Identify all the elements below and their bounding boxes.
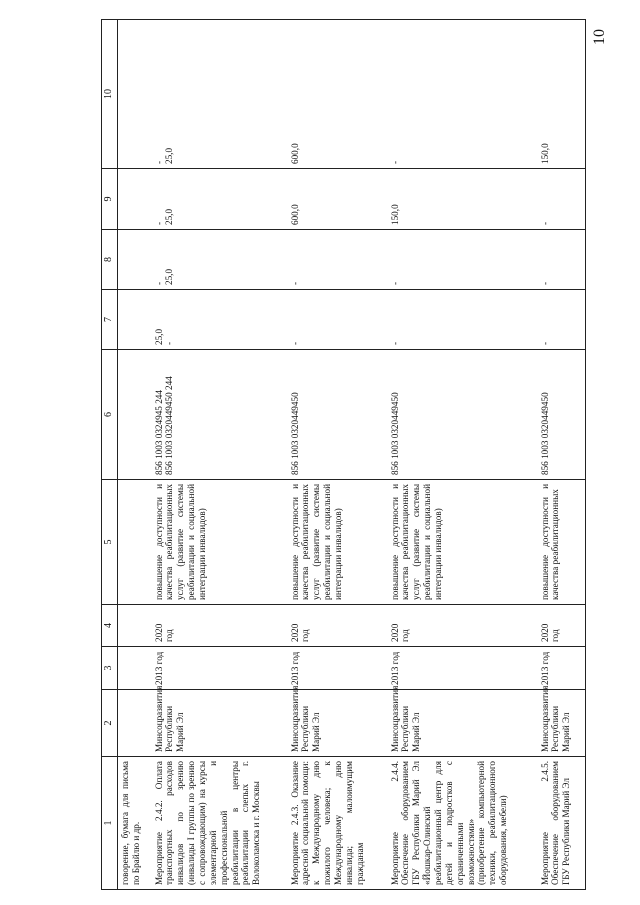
value-cell xyxy=(288,230,388,290)
executor-cell: Минсоцразвития Республики Марий Эл xyxy=(152,690,288,757)
budget-code-cell xyxy=(288,350,388,480)
executor-cell: Минсоцразвития Республики Марий Эл xyxy=(288,690,388,757)
value-cell xyxy=(152,20,288,169)
budget-code: 856 1003 0320449450 xyxy=(539,392,550,475)
measure-cell: Мероприятие 2.4.4. Обеспечение оборудованием ГБУ Республики Марий Эл «Йошкар-Олинский реабилитационный центр для детей и подростков с ограниченными возможностями» (приобретение компьютерной техники, реабилитационного оборудования, мебели) xyxy=(388,757,538,890)
start-year-cell: 2013 год xyxy=(152,647,288,690)
value-cell xyxy=(388,230,538,290)
budget-code-cell xyxy=(152,350,288,480)
table-row xyxy=(388,20,538,890)
value: 600,0 xyxy=(289,143,300,164)
value: - xyxy=(539,281,550,285)
column-header: 10 xyxy=(102,20,118,169)
value: - xyxy=(389,160,400,164)
value-cell xyxy=(118,20,152,169)
page-number: 10 xyxy=(591,29,608,45)
value-cell xyxy=(118,290,152,350)
executor-cell: Минсоцразвития Республики Марий Эл xyxy=(538,690,586,757)
budget-code-cell xyxy=(118,350,152,480)
budget-code: 856 1003 0320449450 xyxy=(289,392,300,475)
end-year-cell: 2020 год xyxy=(288,605,388,647)
table-row xyxy=(288,20,388,890)
rotated-table-container xyxy=(101,20,621,890)
value: 25,0 xyxy=(164,208,175,225)
budget-code-cell xyxy=(538,350,586,480)
budget-code: 856 1003 0324945 244 xyxy=(153,390,164,475)
value: 150,0 xyxy=(539,143,550,164)
result-cell xyxy=(118,480,152,605)
budget-code: 856 1003 0320449450 xyxy=(389,392,400,475)
result-cell: повышение доступности и качества реабилитационных xyxy=(538,480,586,605)
value-cell xyxy=(538,290,586,350)
column-header: 6 xyxy=(102,350,118,480)
value-cell xyxy=(388,169,538,230)
value-cell xyxy=(288,169,388,230)
result-cell: повышение доступности и качества реабилитационных услуг (развитие системы реабилитации и социальной интеграции инвалидов) xyxy=(388,480,538,605)
value-cell xyxy=(288,290,388,350)
measure-cell: Мероприятие 2.4.3. Оказание адресной социальной помощи: к Международному дню пожилого человека; к Международному дню инвалида; малоимущим гражданам xyxy=(288,757,388,890)
result-cell: повышение доступности и качества реабилитационных услуг (развитие системы реабилитации и социальной интеграции инвалидов) xyxy=(288,480,388,605)
column-header: 2 xyxy=(102,690,118,757)
value-cell xyxy=(152,230,288,290)
value: - xyxy=(153,221,164,225)
program-table xyxy=(101,19,586,890)
value: - xyxy=(289,341,300,345)
value: - xyxy=(164,341,175,345)
value: - xyxy=(389,341,400,345)
column-header: 5 xyxy=(102,480,118,605)
end-year-cell xyxy=(118,605,152,647)
value-cell xyxy=(152,290,288,350)
value-cell xyxy=(538,20,586,169)
header-row xyxy=(102,20,118,890)
value-cell xyxy=(288,20,388,169)
value: - xyxy=(539,341,550,345)
column-header: 7 xyxy=(102,290,118,350)
start-year-cell: 2013 год xyxy=(288,647,388,690)
table-row xyxy=(152,20,288,890)
column-header: 1 xyxy=(102,757,118,890)
result-cell: повышение доступности и качества реабилитационных услуг (развитие системы реабилитации и социальной интеграции инвалидов) xyxy=(152,480,288,605)
column-header: 4 xyxy=(102,605,118,647)
value-cell xyxy=(388,290,538,350)
table-row xyxy=(118,20,152,890)
value-cell xyxy=(538,169,586,230)
measure-cell: говорение, бумага для письма по Брайлю и др. xyxy=(118,757,152,890)
value-cell xyxy=(118,169,152,230)
value-cell xyxy=(152,169,288,230)
executor-cell xyxy=(118,690,152,757)
value: - xyxy=(389,281,400,285)
value: 25,0 xyxy=(153,328,164,345)
column-header: 9 xyxy=(102,169,118,230)
end-year-cell: 2020 год xyxy=(538,605,586,647)
value: 150,0 xyxy=(389,204,400,225)
value: - xyxy=(289,281,300,285)
end-year-cell: 2020 год xyxy=(152,605,288,647)
value: - xyxy=(539,221,550,225)
table-row xyxy=(538,20,586,890)
value: 600,0 xyxy=(289,204,300,225)
value: 25,0 xyxy=(164,147,175,164)
start-year-cell: 2013 год xyxy=(538,647,586,690)
value: - xyxy=(153,281,164,285)
end-year-cell: 2020 год xyxy=(388,605,538,647)
measure-cell: Мероприятие 2.4.5. Обеспечение оборудованием ГБУ Республики Марий Эл xyxy=(538,757,586,890)
value-cell xyxy=(538,230,586,290)
column-header: 3 xyxy=(102,647,118,690)
budget-code: 856 1003 0320449450 244 xyxy=(164,376,175,475)
start-year-cell: 2013 год xyxy=(388,647,538,690)
start-year-cell xyxy=(118,647,152,690)
budget-code-cell xyxy=(388,350,538,480)
value: 25,0 xyxy=(164,268,175,285)
value: - xyxy=(153,160,164,164)
measure-cell: Мероприятие 2.4.2. Оплата транспортных расходов инвалидов по зрению (инвалиды I группы по зрению с сопровождающим) на курсы элементарной и профессиональной реабилитации в центры реабилитации слепых г. Волоколамска и г. Москвы xyxy=(152,757,288,890)
column-header: 8 xyxy=(102,230,118,290)
executor-cell: Минсоцразвития Республики Марий Эл xyxy=(388,690,538,757)
value-cell xyxy=(388,20,538,169)
value-cell xyxy=(118,230,152,290)
